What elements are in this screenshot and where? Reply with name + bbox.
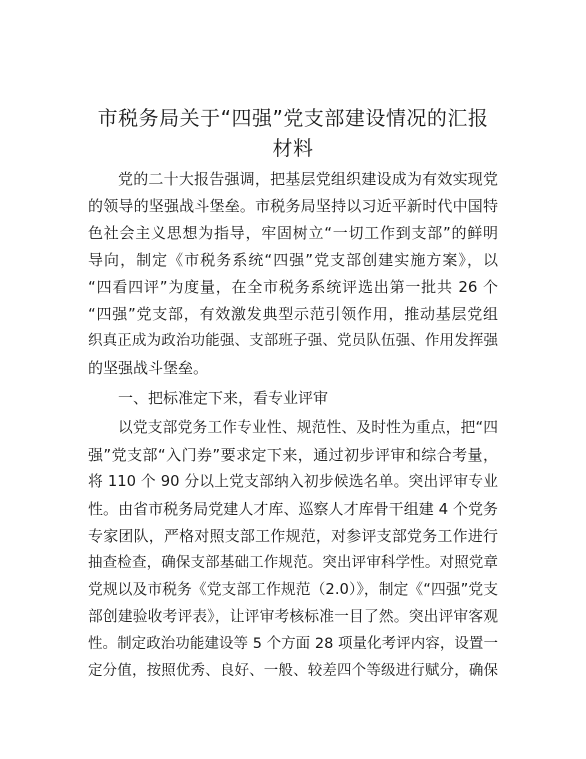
paragraph-2-line: 抽查检查，确保支部基础工作规范。突出评审科学性。对照党章 [88, 555, 498, 571]
paragraph-1-line: “四看四评”为度量，在全市税务系统评选出第一批共 26 个 [88, 278, 498, 296]
section-1-heading: 一、把标准定下来，看专业评审 [118, 389, 329, 407]
paragraph-2-line: 以党支部党务工作专业性、规范性、及时性为重点，把“四 [118, 419, 498, 436]
paragraph-1-line: “四强”党支部，有效激发典型示范引领作用，推动基层党组 [88, 305, 498, 323]
paragraph-2-line: 部创建验收考评表》，让评审考核标准一目了然。突出评审客观 [88, 608, 498, 625]
paragraph-1-line: 导向，制定《市税务系统“四强”党支部创建实施方案》，以 [88, 251, 498, 269]
paragraph-1-line: 织真正成为政治功能强、支部班子强、党员队伍强、作用发挥强 [88, 333, 498, 349]
paragraph-1-line: 党的二十大报告强调，把基层党组织建设成为有效实现党 [118, 170, 498, 188]
paragraph-2-line: 定分值，按照优秀、良好、一般、较差四个等级进行赋分，确保 [88, 663, 498, 679]
paragraph-2-line: 性。制定政治功能建设等 5 个方面 28 项量化考评内容，设置一 [88, 636, 498, 652]
document-title-line-1: 市税务局关于“四强”党支部建设情况的汇报 [97, 106, 489, 130]
document-title-line-2: 材料 [272, 136, 314, 160]
paragraph-2-line: 性。由省市税务局党建人才库、巡察人才库骨干组建 4 个党务 [88, 500, 498, 518]
paragraph-1-line: 的坚强战斗堡垒。 [88, 359, 209, 377]
paragraph-2-line: 将 110 个 90 分以上党支部纳入初步候选名单。突出评审专业 [88, 473, 498, 490]
paragraph-1-line: 的领导的坚强战斗堡垒。市税务局坚持以习近平新时代中国特 [88, 197, 498, 215]
paragraph-1-line: 色社会主义思想为指导，牢固树立“一切工作到支部”的鲜明 [88, 224, 498, 242]
paragraph-2-line: 专家团队，严格对照支部工作规范，对参评支部党务工作进行 [88, 527, 498, 545]
paragraph-2-line: 强”党支部“入门券”要求定下来，通过初步评审和综合考量， [88, 446, 498, 464]
paragraph-2-line: 党规以及市税务《党支部工作规范（2.0）》，制定《“四强”党支 [88, 581, 498, 598]
